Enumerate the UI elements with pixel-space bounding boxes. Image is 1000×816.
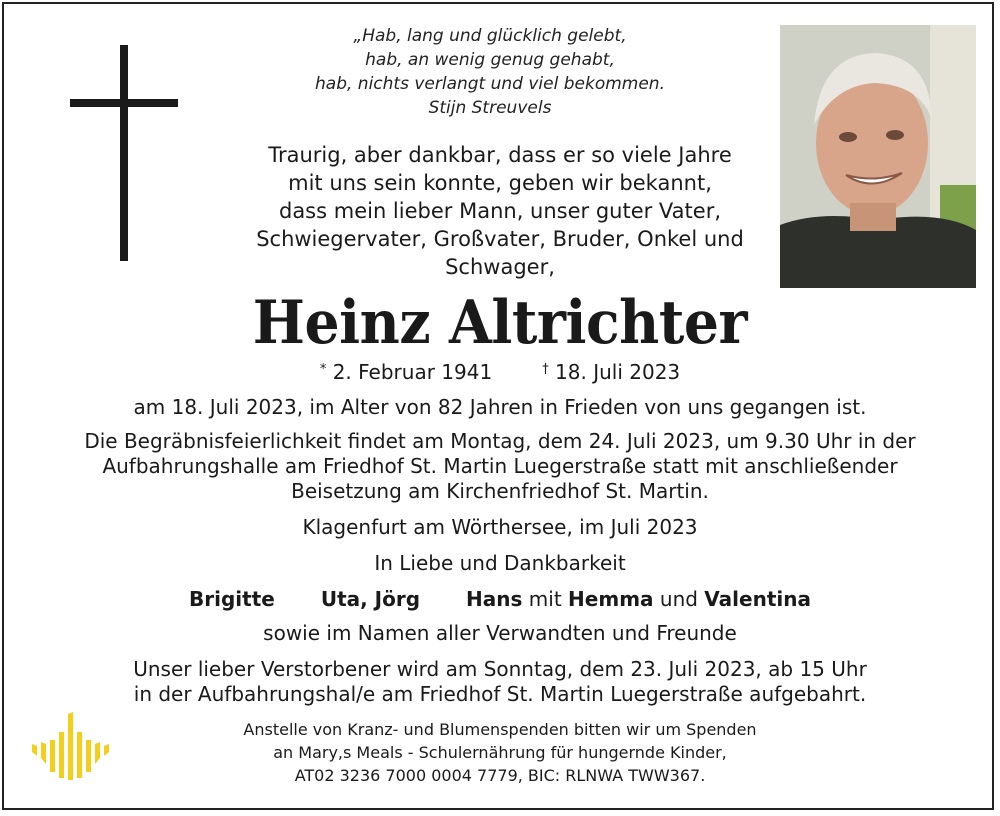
funeral-line: Aufbahrungshalle am Friedhof St. Martin Luegerstraße statt mit anschließender [102,454,898,478]
portrait-photo [780,25,976,288]
life-dates [0,356,1000,386]
donation-line: an Mary,s Meals - Schulernährung für hungernde Kinder, [273,743,727,762]
donation-text [0,718,1000,787]
quote [210,24,770,120]
passing-text: am 18. Juli 2023, im Alter von 82 Jahren in Frieden von uns gegangen ist. [133,395,867,419]
donation-line: Anstelle von Kranz- und Blumenspenden bitten wir um Spenden [243,720,757,739]
relatives-text: sowie im Namen aller Verwandten und Freunde [263,621,737,645]
intro-line: dass mein lieber Mann, unser guter Vater, [278,199,721,223]
death-date: † 18. Juli 2023 [542,360,681,384]
intro-line: Schwager, [445,255,555,279]
quote-line: hab, nichts verlangt und viel bekommen. [315,74,665,94]
funeral-line: Beisetzung am Kirchenfriedhof St. Martin. [291,479,709,503]
viewing-text [0,657,1000,707]
candle-logo-icon [32,712,112,780]
viewing-line: in der Aufbahrungshal/e am Friedhof St. Martin Luegerstraße aufgebahrt. [133,682,867,706]
funeral-line: Die Begräbnisfeierlichkeit findet am Montag, dem 24. Juli 2023, um 9.30 Uhr in der [84,429,916,453]
donation-line: AT02 3236 7000 0004 7779, BIC: RLNWA TWW367. [294,766,706,785]
cross-icon [70,45,178,261]
intro-line: mit uns sein konnte, geben wir bekannt, [288,171,712,195]
intro-line: Schwiegervater, Großvater, Bruder, Onkel und [256,227,744,251]
quote-line: hab, an wenig genug gehabt, [365,50,615,70]
intro-line: Traurig, aber dankbar, dass er so viele Jahre [268,143,732,167]
deceased-name: Heinz Altrichter [252,288,748,358]
place-date: Klagenfurt am Wörthersee, im Juli 2023 [302,515,698,539]
death-symbol: † [542,362,549,377]
signers: Brigitte Uta, Jörg Hans mit Hemma und Valentina [189,587,811,611]
funeral-text [0,429,1000,504]
signer-name: Uta, Jörg [320,587,421,611]
viewing-line: Unser lieber Verstorbener wird am Sonntag, dem 23. Juli 2023, ab 15 Uhr [133,657,867,681]
quote-author: Stijn Streuvels [428,98,552,118]
signer-name: Brigitte [189,587,275,611]
signer-name: Valentina [704,587,811,611]
intro-text [200,141,800,281]
closing-text: In Liebe und Dankbarkeit [374,551,626,575]
quote-line: „Hab, lang und glücklich gelebt, [353,26,627,46]
signer-name: Hemma [568,587,654,611]
birth-symbol: * [319,362,327,377]
birth-date: * 2. Februar 1941 [319,360,493,384]
signer-name: Hans [466,587,523,611]
